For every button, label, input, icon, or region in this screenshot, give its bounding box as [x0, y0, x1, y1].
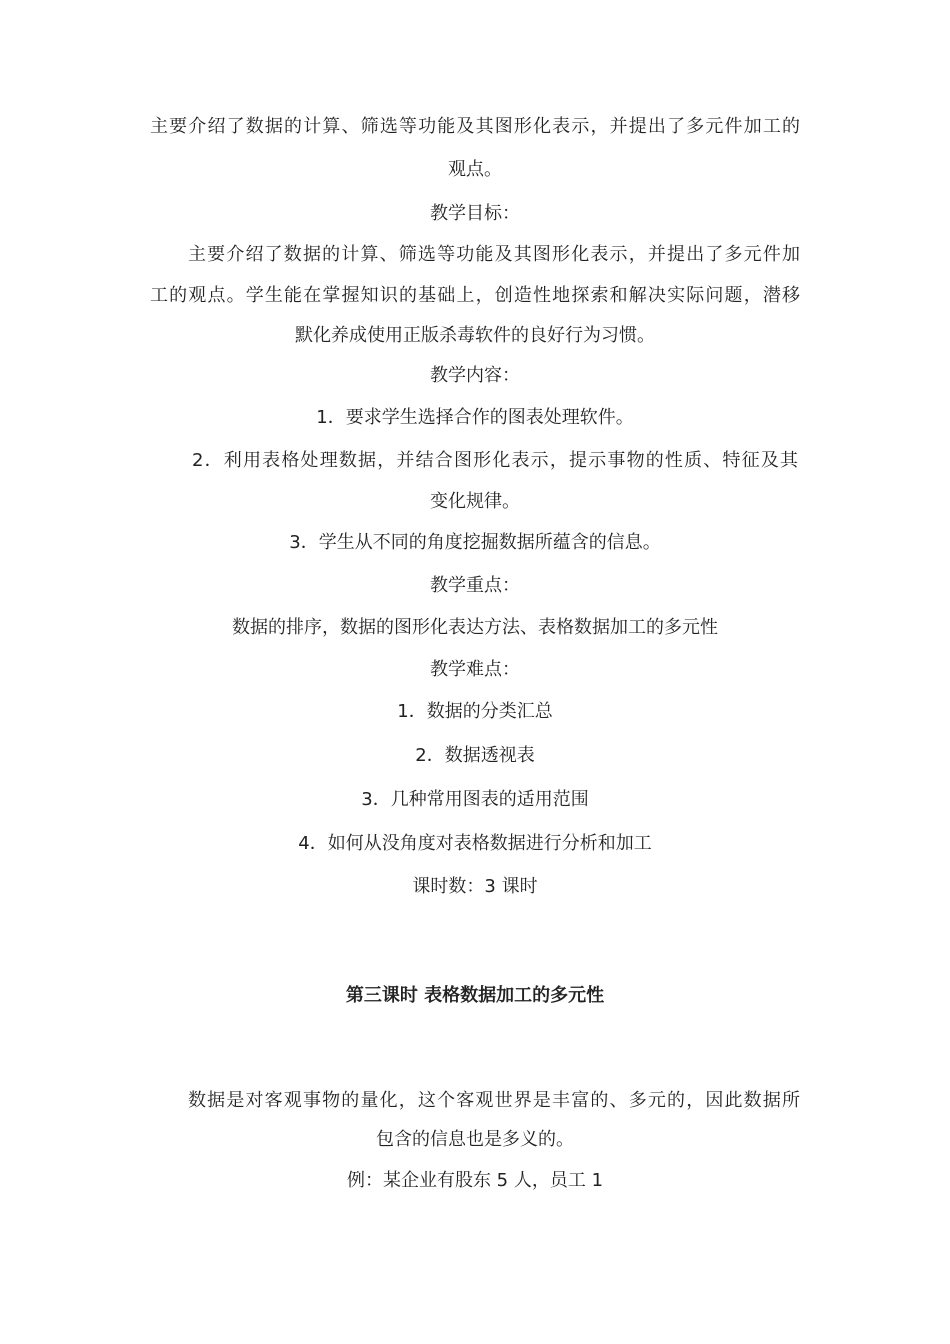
key-points-text: 数据的排序，数据的图形化表达方法、表格数据加工的多元性 [232, 617, 718, 638]
content-item-2-line-1: 2．利用表格处理数据，并结合图形化表示，提示事物的性质、特征及其 [192, 450, 798, 471]
intro-line-1: 主要介绍了数据的计算、筛选等功能及其图形化表示，并提出了多元件加工的 [150, 116, 800, 137]
content-item-3: 3．学生从不同的角度挖掘数据所蕴含的信息。 [289, 532, 661, 553]
lesson-3-para-line-2: 包含的信息也是多义的。 [376, 1129, 574, 1150]
goals-line-3: 默化养成使用正版杀毒软件的良好行为习惯。 [295, 325, 655, 346]
lesson-3-para-line-1: 数据是对客观事物的量化，这个客观世界是丰富的、多元的，因此数据所 [188, 1090, 800, 1111]
key-points-label: 教学重点： [430, 575, 520, 596]
goals-label: 教学目标： [430, 203, 520, 224]
goals-line-2: 工的观点。学生能在掌握知识的基础上，创造性地探索和解决实际问题，潜移 [150, 285, 800, 306]
content-label: 教学内容： [430, 365, 520, 386]
difficulty-item-1: 1．数据的分类汇总 [397, 701, 553, 722]
difficulty-item-3: 3．几种常用图表的适用范围 [361, 789, 589, 810]
goals-line-1: 主要介绍了数据的计算、筛选等功能及其图形化表示，并提出了多元件加 [188, 244, 800, 265]
intro-line-2: 观点。 [448, 159, 502, 180]
class-hours: 课时数：3 课时 [412, 876, 538, 897]
lesson-3-example: 例：某企业有股东 5 人，员工 1 [346, 1170, 604, 1191]
difficulties-label: 教学难点： [430, 659, 520, 680]
content-item-2-line-2: 变化规律。 [430, 491, 520, 512]
content-item-1: 1．要求学生选择合作的图表处理软件。 [316, 407, 634, 428]
lesson-3-title: 第三课时 表格数据加工的多元性 [345, 985, 605, 1006]
difficulty-item-4: 4．如何从没角度对表格数据进行分析和加工 [298, 833, 652, 854]
difficulty-item-2: 2．数据透视表 [415, 745, 535, 766]
